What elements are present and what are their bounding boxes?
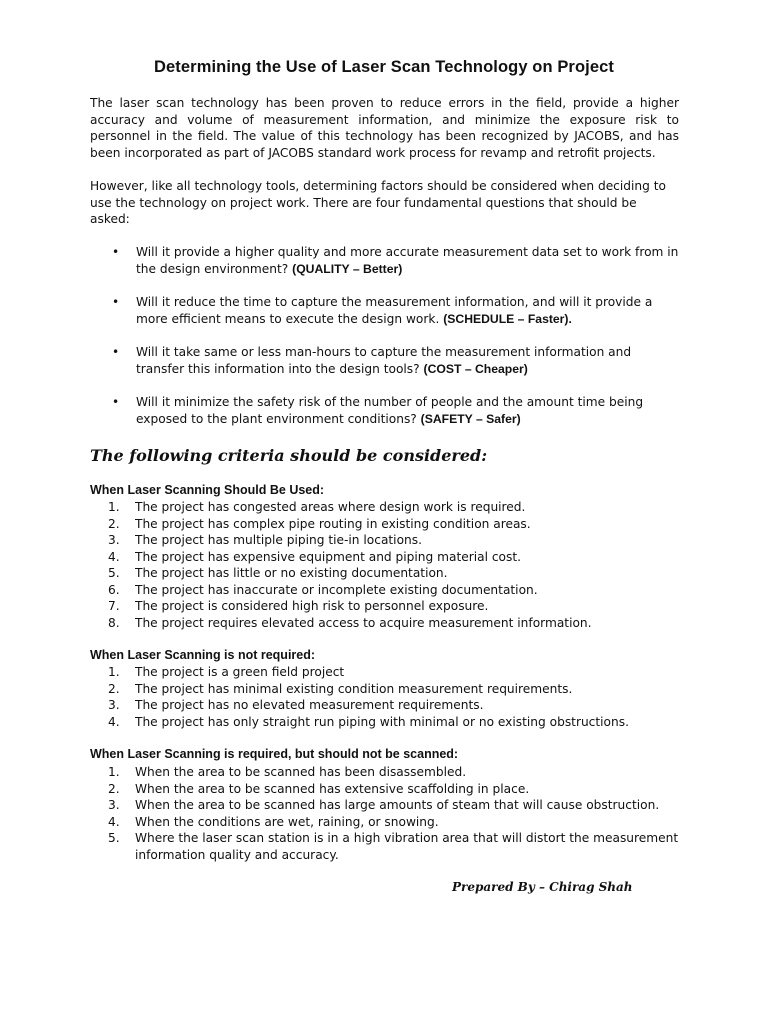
list-item-text: The project has multiple piping tie-in locations. xyxy=(135,533,422,547)
list-item-text: The project requires elevated access to acquire measurement information. xyxy=(135,615,592,630)
document-title: Determining the Use of Laser Scan Technology on Project xyxy=(154,58,614,76)
list-number: 4. xyxy=(108,714,120,729)
list-item-text: The project has only straight run piping with minimal or no existing obstructions. xyxy=(135,714,629,729)
list-number: 1. xyxy=(108,500,120,514)
section-heading-not-required: When Laser Scanning is not required: xyxy=(90,648,316,662)
question-item xyxy=(110,344,680,377)
list-item xyxy=(90,582,680,599)
list-number: 3. xyxy=(108,698,120,712)
list-item-text: The project has complex pipe routing in existing condition areas. xyxy=(135,516,531,531)
questions-list xyxy=(110,244,680,444)
list-item xyxy=(90,549,680,566)
list-item xyxy=(90,697,680,714)
not-scanned-list xyxy=(90,764,680,863)
list-number: 1. xyxy=(108,765,120,779)
list-number: 1. xyxy=(108,665,120,679)
list-item xyxy=(90,781,680,798)
list-item-text: When the area to be scanned has large amounts of steam that will cause obstruction. xyxy=(135,798,660,812)
question-tag: (QUALITY – Better) xyxy=(292,261,403,276)
question-tag: (COST – Cheaper) xyxy=(423,361,528,376)
bullet-icon: • xyxy=(112,295,120,309)
list-item xyxy=(90,615,680,632)
question-text: Will it minimize the safety risk of the number of people and the amount time being exposed to the plant environment conditions? xyxy=(136,395,644,426)
list-item-text: When the conditions are wet, raining, or snowing. xyxy=(135,814,439,829)
list-item xyxy=(90,681,680,698)
list-item-text: The project is considered high risk to personnel exposure. xyxy=(135,599,489,613)
list-number: 3. xyxy=(108,533,120,547)
prepared-by-signature: Prepared By – Chirag Shah xyxy=(452,880,633,894)
question-text: Will it provide a higher quality and more accurate measurement data set to work from in the design environment? xyxy=(136,245,679,276)
section-heading-should-use: When Laser Scanning Should Be Used: xyxy=(90,483,325,497)
list-number: 3. xyxy=(108,798,120,812)
question-text: Will it reduce the time to capture the measurement information, and will it provide a more efficient means to execute the design work. xyxy=(136,295,653,326)
list-item xyxy=(90,830,680,863)
list-number: 8. xyxy=(108,615,120,630)
list-item-text: When the area to be scanned has been disassembled. xyxy=(135,765,467,779)
list-number: 6. xyxy=(108,582,120,597)
intro-paragraph: The laser scan technology has been proven to reduce errors in the field, provide a higher accuracy and volume of measurement information, and minimize the exposure risk to personnel in the field. The value of this technology has been recognized by JACOBS, and has been incorporated as part of JACOBS standard work process for revamp and retrofit projects. xyxy=(90,96,679,160)
list-number: 5. xyxy=(108,831,120,845)
list-number: 7. xyxy=(108,599,120,613)
question-tag: (SCHEDULE – Faster). xyxy=(443,311,572,326)
criteria-heading: The following criteria should be considered: xyxy=(90,446,488,465)
list-number: 2. xyxy=(108,781,120,796)
questions-intro-paragraph: However, like all technology tools, determining factors should be considered when deciding to use the technology on project work. There are four fundamental questions that should be asked: xyxy=(90,179,666,226)
list-item-text: The project has minimal existing condition measurement requirements. xyxy=(135,681,573,696)
list-item-text: The project has no elevated measurement requirements. xyxy=(135,698,484,712)
list-item-text: Where the laser scan station is in a high vibration area that will distort the measurement information quality and accuracy. xyxy=(135,831,679,862)
list-item xyxy=(90,516,680,533)
should-use-list xyxy=(90,499,680,631)
bullet-icon: • xyxy=(112,245,120,259)
question-item xyxy=(110,294,680,327)
bullet-icon: • xyxy=(112,345,120,359)
list-number: 2. xyxy=(108,681,120,696)
list-item-text: The project has expensive equipment and piping material cost. xyxy=(135,549,522,564)
question-item xyxy=(110,244,680,277)
list-item xyxy=(90,764,680,781)
list-number: 2. xyxy=(108,516,120,531)
list-item xyxy=(90,499,680,516)
list-item-text: The project has inaccurate or incomplete existing documentation. xyxy=(135,582,538,597)
question-text: Will it take same or less man-hours to capture the measurement information and transfer this information into the design tools? xyxy=(136,345,632,376)
list-number: 5. xyxy=(108,566,120,580)
list-item-text: The project has little or no existing documentation. xyxy=(135,566,448,580)
not-required-list xyxy=(90,664,680,730)
list-item xyxy=(90,565,680,582)
list-number: 4. xyxy=(108,814,120,829)
list-item xyxy=(90,814,680,831)
question-tag: (SAFETY – Safer) xyxy=(420,411,521,426)
list-item xyxy=(90,797,680,814)
bullet-icon: • xyxy=(112,395,120,409)
list-item xyxy=(90,532,680,549)
list-item xyxy=(90,598,680,615)
list-item xyxy=(90,714,680,731)
section-heading-not-scanned: When Laser Scanning is required, but should not be scanned: xyxy=(90,747,459,761)
list-item-text: The project is a green field project xyxy=(135,665,345,679)
list-item-text: The project has congested areas where design work is required. xyxy=(135,500,526,514)
list-number: 4. xyxy=(108,549,120,564)
list-item xyxy=(90,664,680,681)
list-item-text: When the area to be scanned has extensive scaffolding in place. xyxy=(135,781,530,796)
question-item xyxy=(110,394,680,427)
